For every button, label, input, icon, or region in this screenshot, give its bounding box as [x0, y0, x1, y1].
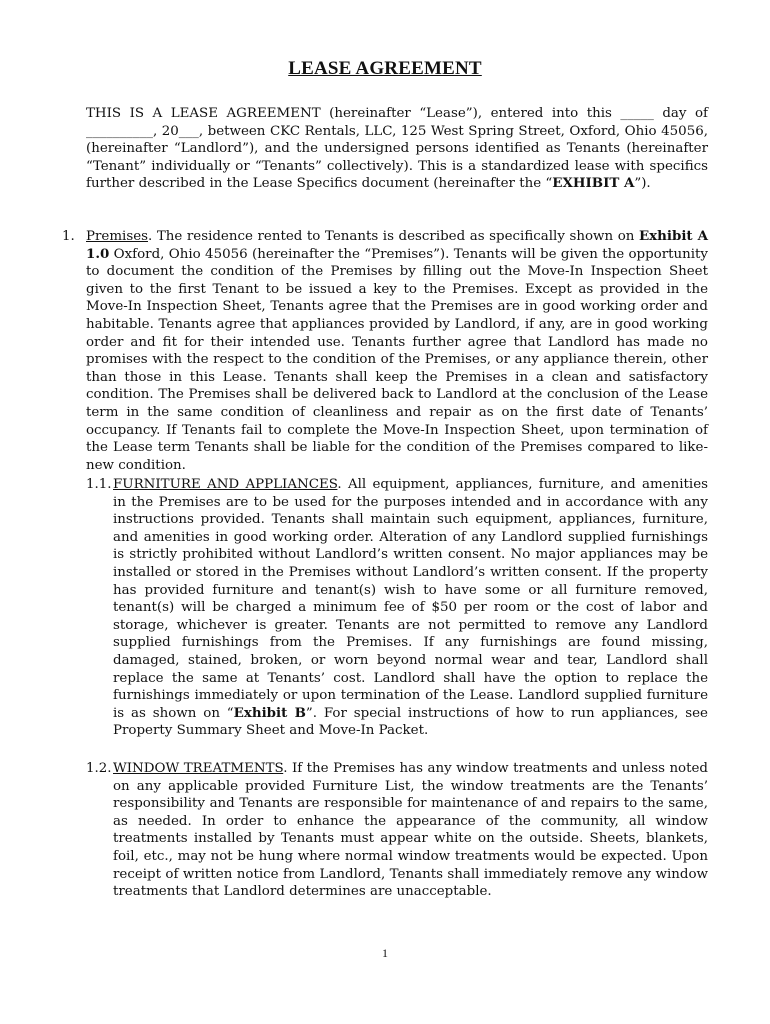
section-heading: WINDOW TREATMENTS: [113, 761, 284, 776]
section-number: 1.: [62, 229, 75, 244]
section-text: . All equipment, appliances, furniture, and amenities in the Premises are to be used for the purposes intended and in accordance with any instructions provided. Tenants shall maintain such equipment, appliances, furniture, and amenities in good working order. Alteration of any Landlord supplied furnishings is strictly prohibited without Landlord’s written consent. No major appliances may be installed or stored in the Premises without Landlord’s written consent. If the property has provided furniture and tenant(s) wish to have some or all furniture removed, tenant(s) will be charged a minimum fee of $50 per room or the cost of labor and storage, whichever is greater. Tenants are not permitted to remove any Landlord supplied furnishings from the Premises. If any furnishings are found missing, damaged, stained, broken, or worn beyond normal wear and tear, Landlord shall replace the same at Tenants’ cost. Landlord shall have the option to replace the furnishings immediately or upon termination of the Lease. Landlord supplied furniture is as shown on “: [113, 477, 708, 721]
section-exhibit-ref: Exhibit B: [233, 704, 306, 721]
intro-text: THIS IS A LEASE AGREEMENT (hereinafter “Lease”), entered into this _____ day of __________, 20___, between CKC Rentals, LLC, 125 West Spring Street, Oxford, Ohio 45056, (hereinafter “Landlord”), and the undersigned persons identified as Tenants (hereinafter “Tenant” individually or “Tenants” collectively). This is a standardized lease with specifics further described in the Lease Specifics document (hereinafter the “: [86, 106, 708, 192]
section-furniture-appliances: [113, 476, 708, 740]
section-text: ”. For special instructions of how to run appliances, see Property Summary Sheet and Move-In Packet.: [113, 705, 708, 739]
section-number: 1.1.: [86, 477, 112, 492]
intro-text-end: ”).: [634, 176, 651, 192]
section-text: . If the Premises has any window treatments and unless noted on any applicable provided Furniture List, the window treatments are the Tenants’ responsibility and Tenants are responsible for maintenance of and repairs to the same, as needed. In order to enhance the appearance of the community, all window treatments installed by Tenants must appear white on the outside. Sheets, blankets, foil, etc., may not be hung where normal window treatments would be expected. Upon receipt of written notice from Landlord, Tenants shall immediately remove any window treatments that Landlord determines are unacceptable.: [113, 761, 709, 900]
intro-paragraph: [86, 105, 708, 193]
section-text: Oxford, Ohio 45056 (hereinafter the “Premises”). Tenants will be given the opportunity to document the condition of the Premises by filling out the Move-In Inspection Sheet given to the first Tenant to be issued a key to the Premises. Except as provided in the Move-In Inspection Sheet, Tenants agree that the Premises are in good working order and habitable. Tenants agree that appliances provided by Landlord, if any, are in good working order and fit for their intended use. Tenants further agree that Landlord has made no promises with the respect to the condition of the Premises, or any appliance therein, other than those in this Lease. Tenants shall keep the Premises in a clean and satisfactory condition. The Premises shall be delivered back to Landlord at the conclusion of the Lease term in the same condition of cleanliness and repair as on the first date of Tenants’ occupancy. If Tenants fail to complete the Move-In Inspection Sheet, upon termination of the Lease term Tenants shall be liable for the condition of the Premises compared to like-new condition.: [86, 246, 708, 473]
section-heading: FURNITURE AND APPLIANCES: [113, 477, 338, 492]
section-heading: Premises: [86, 229, 148, 244]
section-text: . The residence rented to Tenants is described as specifically shown on: [147, 229, 639, 244]
intro-exhibit-ref: EXHIBIT A: [552, 175, 635, 192]
section-premises: [86, 228, 708, 474]
section-exhibit-ref: Exhibit A 1.0: [86, 228, 708, 262]
document-title: LEASE AGREEMENT: [288, 58, 482, 79]
page-number: 1: [382, 946, 388, 960]
section-window-treatments: [113, 760, 708, 901]
section-number: 1.2.: [86, 761, 112, 776]
